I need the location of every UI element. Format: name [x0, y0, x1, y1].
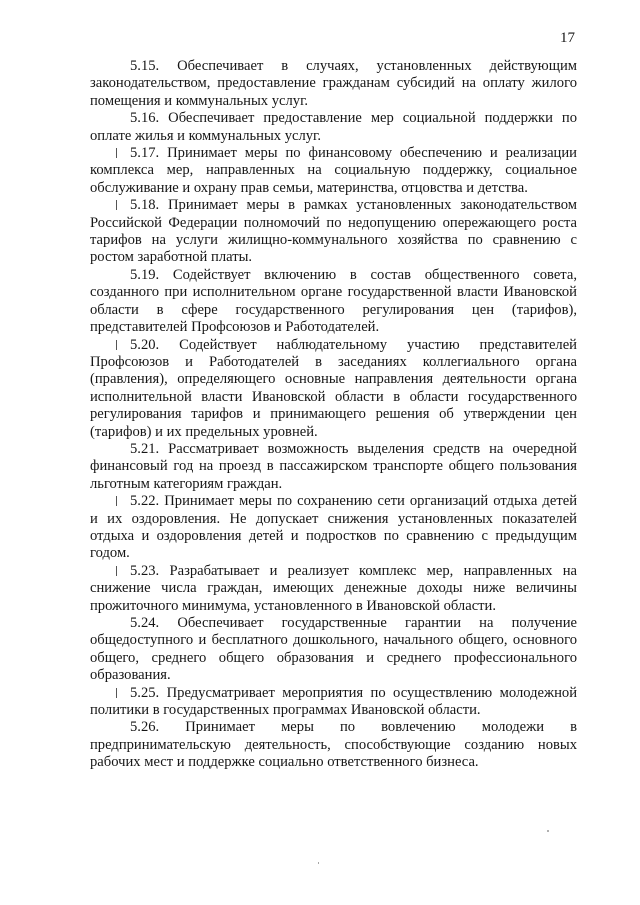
paragraph-text: Содействует наблюдательному участию представителей Профсоюзов и Работодателей в заседаниях коллегиального органа (правления), определяющего основные направления деятельности органа исполнительной власти Ивановской области в области государственного регулирования тарифов и принимающего решения об утверждении цен (тарифов) и их предельных уровней. — [90, 336, 577, 440]
page-number: 17 — [560, 30, 575, 46]
paragraph-text: Принимает меры по сохранению сети организаций отдыха детей и их оздоровления. Не допускает снижения установленных показателей отдыха и оздоровления детей и подростков по сравнению с предыдущим годом. — [90, 493, 578, 562]
paragraph-5-26 — [90, 719, 577, 771]
paragraph-text: Обеспечивает предоставление мер социальной поддержки по оплате жилья и коммунальных услуг. — [90, 110, 577, 144]
margin-mark — [116, 566, 117, 576]
paragraph-number: 5.24. — [130, 615, 160, 631]
paragraph-text: Принимает меры в рамках установленных законодательством Российской Федерации полномочий по недопущению опережающего роста тарифов на услуги жилищно-коммунального хозяйства по сравнению с ростом заработной платы. — [90, 197, 577, 266]
margin-mark — [116, 148, 117, 158]
paragraph-number: 5.22. — [130, 493, 160, 510]
paragraph-text: Обеспечивает государственные гарантии на получение общедоступного и бесплатного дошкольного, начального общего, основного общего, среднего общего образования и среднего профессионального образования. — [90, 615, 577, 684]
paragraph-number: 5.23. — [130, 562, 160, 579]
paragraph-number: 5.18. — [130, 197, 160, 214]
margin-mark — [116, 496, 117, 506]
paragraph-5-18 — [90, 197, 577, 267]
scan-speck — [547, 830, 549, 832]
paragraph-5-24 — [90, 615, 577, 685]
paragraph-5-25 — [90, 685, 577, 720]
margin-mark — [116, 200, 117, 210]
scan-speck — [318, 862, 319, 864]
paragraph-text: Разрабатывает и реализует комплекс мер, направленных на снижение числа граждан, имеющих денежные доходы ниже величины прожиточного минимума, установленного в Ивановской области. — [90, 562, 577, 614]
paragraph-number: 5.17. — [130, 145, 160, 162]
paragraph-5-23 — [90, 563, 577, 615]
paragraph-text: Принимает меры по вовлечению молодежи в предпринимательскую деятельность, способствующие созданию новых рабочих мест и поддержке социально ответственного бизнеса. — [90, 719, 577, 771]
paragraph-number: 5.20. — [130, 336, 160, 353]
paragraph-5-16 — [90, 110, 577, 145]
paragraph-number: 5.25. — [130, 684, 160, 701]
paragraph-number: 5.26. — [130, 719, 160, 736]
paragraph-5-22 — [90, 493, 577, 563]
paragraph-number: 5.16. — [130, 110, 160, 127]
paragraph-text: Содействует включению в состав общественного совета, созданного при исполнительном органе государственной власти Ивановской области в сфере государственного регулирования цен (тарифов), представителей Профсоюзов и Работодателей. — [90, 266, 577, 336]
paragraph-5-20 — [90, 337, 577, 441]
paragraph-5-21 — [90, 441, 577, 493]
paragraph-5-19 — [90, 267, 577, 337]
paragraph-number: 5.19. — [130, 266, 160, 283]
paragraph-5-17 — [90, 145, 577, 197]
paragraph-number: 5.15. — [130, 58, 160, 74]
paragraph-5-15 — [90, 58, 577, 110]
paragraph-number: 5.21. — [130, 440, 160, 457]
document-body — [90, 58, 577, 772]
paragraph-text: Принимает меры по финансовому обеспечению и реализации комплекса мер, направленных на социальную поддержку, социальное обслуживание и охрану прав семьи, материнства, отцовства и детства. — [90, 145, 577, 196]
paragraph-text: Рассматривает возможность выделения средств на очередной финансовый год на проезд в пассажирском транспорте общего пользования льготным категориям граждан. — [90, 440, 577, 492]
paragraph-text: Обеспечивает в случаях, установленных действующим законодательством, предоставление гражданам субсидий на оплату жилого помещения и коммунальных услуг. — [90, 58, 577, 109]
margin-mark — [116, 340, 117, 350]
margin-mark — [116, 688, 117, 698]
paragraph-text: Предусматривает мероприятия по осуществлению молодежной политики в государственных программах Ивановской области. — [90, 684, 578, 719]
